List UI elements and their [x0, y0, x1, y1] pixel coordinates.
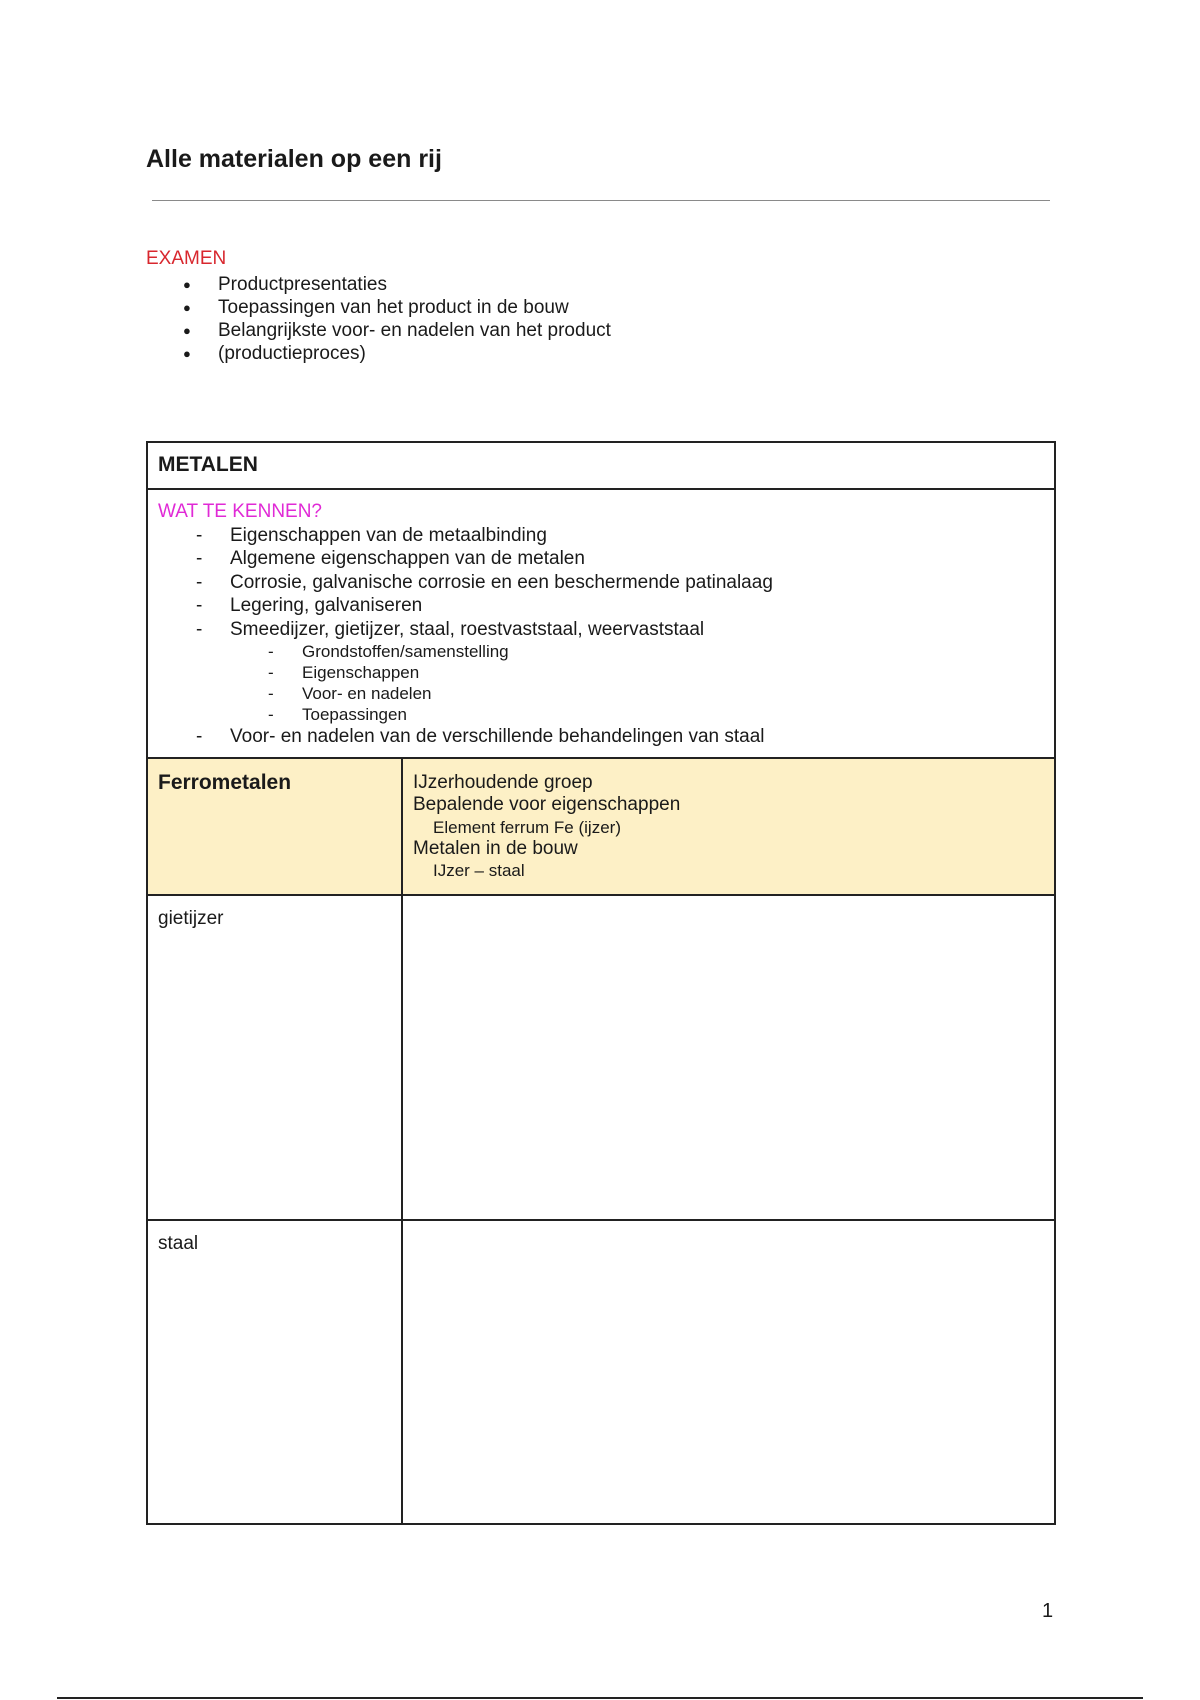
sub-list-item: - Voor- en nadelen [230, 683, 1044, 704]
page-title: Alle materialen op een rij [146, 145, 442, 173]
list-item: ● Toepassingen van het product in de bouw [146, 296, 611, 319]
list-item: - Corrosie, galvanische corrosie en een beschermende patinalaag [158, 571, 1044, 595]
page-bottom-divider [57, 1697, 1143, 1699]
page-number: 1 [1042, 1600, 1054, 1622]
row-content-staal [402, 1220, 1055, 1524]
ferro-line: IJzerhoudende groep [413, 771, 593, 793]
ferro-subline: Element ferrum Fe (ijzer) [433, 817, 621, 837]
ferro-line: Metalen in de bouw [413, 837, 578, 859]
sub-list-item: - Toepassingen [230, 704, 1044, 725]
row-label-staal: staal [147, 1220, 402, 1524]
ferro-description [402, 758, 1055, 895]
row-content-gietijzer [402, 895, 1055, 1220]
list-item: ● Belangrijkste voor- en nadelen van het product [146, 319, 611, 342]
ferro-label: Ferrometalen [147, 758, 402, 895]
list-item: - Algemene eigenschappen van de metalen [158, 547, 1044, 571]
sub-list [230, 641, 1044, 725]
list-item: ● Productpresentaties [146, 273, 611, 296]
list-item [158, 618, 1044, 726]
list-item-text: Smeedijzer, gietijzer, staal, roestvaststaal, weervaststaal [230, 618, 705, 640]
list-item: - Voor- en nadelen van de verschillende behandelingen van staal [158, 725, 1044, 749]
exam-label: EXAMEN [146, 248, 227, 269]
list-item: ● (productieproces) [146, 342, 611, 365]
knowledge-list [158, 524, 1044, 749]
metalen-table [146, 441, 1056, 1525]
list-item: - Eigenschappen van de metaalbinding [158, 524, 1044, 548]
ferro-line: Bepalende voor eigenschappen [413, 794, 681, 815]
sub-list-item: - Eigenschappen [230, 662, 1044, 683]
title-divider [152, 200, 1050, 201]
knowledge-cell [147, 489, 1055, 758]
list-item: - Legering, galvaniseren [158, 594, 1044, 618]
exam-list [146, 273, 611, 365]
sub-list-item: - Grondstoffen/samenstelling [230, 641, 1044, 662]
knowledge-heading: WAT TE KENNEN? [158, 501, 322, 522]
row-label-gietijzer: gietijzer [147, 895, 402, 1220]
table-header: METALEN [147, 442, 1055, 489]
ferro-subline: IJzer – staal [433, 861, 525, 880]
